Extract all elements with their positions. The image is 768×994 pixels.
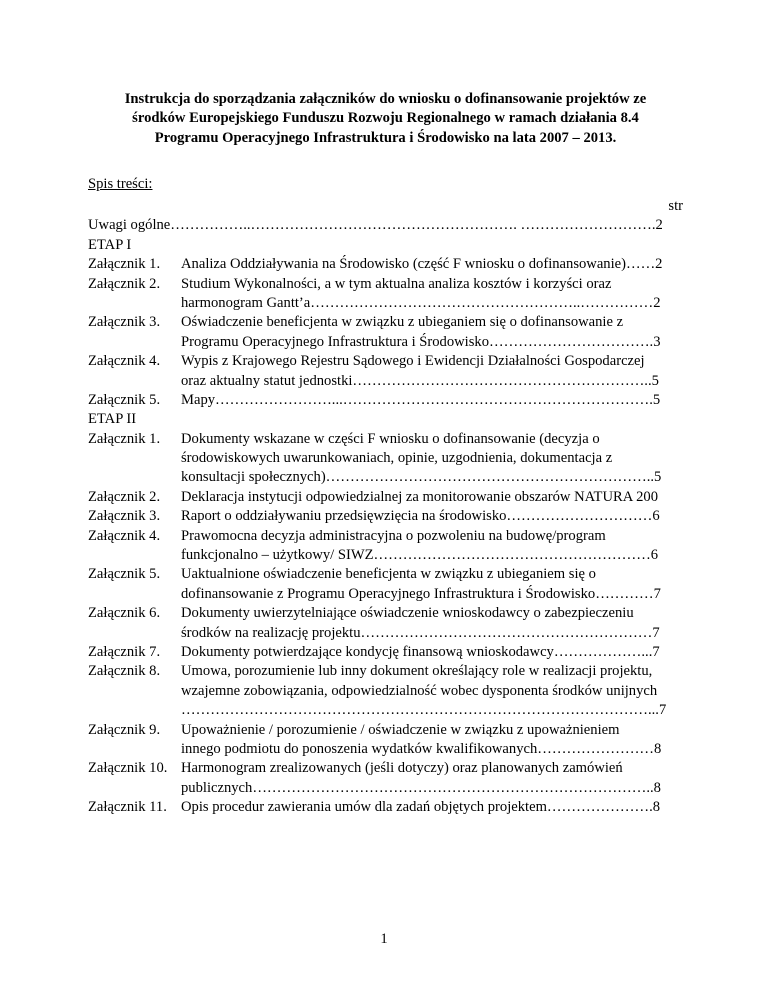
attachment-title: Harmonogram zrealizowanych (jeśli dotyczy) oraz planowanych zamówień xyxy=(181,760,623,777)
toc-entry-line xyxy=(88,779,683,798)
attachment-title: oraz aktualny statut jednostki……………………………………………………..5 xyxy=(181,372,659,389)
toc-entry-line xyxy=(88,430,683,449)
attachment-title: Programu Operacyjnego Infrastruktura i Środowisko…………………………….3 xyxy=(181,333,661,350)
toc-entry-line xyxy=(88,643,683,662)
attachment-label: Załącznik 1. xyxy=(88,430,161,447)
page-column-label: str xyxy=(668,198,683,214)
attachment-title: Umowa, porozumienie lub inny dokument określający role w realizacji projektu, xyxy=(181,663,653,680)
toc-entry-line xyxy=(88,275,683,294)
toc-heading: Spis treści: xyxy=(88,176,153,192)
attachment-title: Uaktualnione oświadczenie beneficjenta w związku z ubieganiem się o xyxy=(181,566,596,583)
attachment-label: Załącznik 4. xyxy=(88,527,161,544)
attachment-title: ……………………………………………………………………………………...7 xyxy=(181,702,667,719)
title-line-3: Programu Operacyjnego Infrastruktura i Środowisko na lata 2007 – 2013. xyxy=(154,129,617,146)
table-of-contents xyxy=(88,197,683,818)
attachment-title: Opis procedur zawierania umów dla zadań objętych projektem………………….8 xyxy=(181,799,661,816)
toc-entry-line xyxy=(88,798,683,817)
title-line-2: środków Europejskiego Funduszu Rozwoju Regionalnego w ramach działania 8.4 xyxy=(132,110,639,127)
attachment-label: Załącznik 5. xyxy=(88,391,161,408)
attachment-label: Załącznik 1. xyxy=(88,256,161,273)
attachment-title: Upoważnienie / porozumienie / oświadczenie w związku z upoważnieniem xyxy=(181,721,620,738)
toc-entry-line xyxy=(88,255,683,274)
toc-entry-line xyxy=(88,333,683,352)
attachment-title: konsultacji społecznych)…………………………………………………………..5 xyxy=(181,469,662,486)
attachment-label: Załącznik 6. xyxy=(88,605,161,622)
toc-entry-line xyxy=(88,546,683,565)
attachment-label: Załącznik 8. xyxy=(88,663,161,680)
toc-entry-uwagi: Uwagi ogólne……………..………………………………………………. ……………………….2 xyxy=(88,217,663,234)
page-number: 1 xyxy=(380,931,388,947)
attachment-title: środowiskowych uwarunkowaniach, opinie, uzgodnienia, dokumentacja z xyxy=(181,450,613,467)
toc-entry-line xyxy=(88,662,683,681)
attachment-title: Prawomocna decyzja administracyjna o pozwoleniu na budowę/program xyxy=(181,527,606,544)
toc-entry-line xyxy=(88,721,683,740)
toc-entry-line xyxy=(88,294,683,313)
attachment-title: Dokumenty uwierzytelniające oświadczenie wnioskodawcy o zabezpieczeniu xyxy=(181,605,634,622)
attachment-label: Załącznik 5. xyxy=(88,566,161,583)
toc-entry-line xyxy=(88,507,683,526)
attachment-title: Deklaracja instytucji odpowiedzialnej za monitorowanie obszarów NATURA 200 xyxy=(181,488,659,505)
attachment-title: Analiza Oddziaływania na Środowisko (część F wniosku o dofinansowanie)……2 xyxy=(181,256,663,273)
toc-entry-line xyxy=(88,701,683,720)
attachment-title: dofinansowanie z Programu Operacyjnego Infrastruktura i Środowisko…………7 xyxy=(181,585,661,602)
toc-entry-line xyxy=(88,449,683,468)
attachment-label: Załącznik 10. xyxy=(88,760,168,777)
toc-entry-line xyxy=(88,527,683,546)
toc-entry-line xyxy=(88,759,683,778)
etap-2-list xyxy=(88,430,683,818)
toc-entry-line xyxy=(88,352,683,371)
attachment-label: Załącznik 2. xyxy=(88,488,161,505)
attachment-label: Załącznik 11. xyxy=(88,799,167,816)
document-title xyxy=(88,90,683,148)
attachment-title: wzajemne zobowiązania, odpowiedzialność wobec dysponenta środków unijnych xyxy=(181,682,658,699)
attachment-label: Załącznik 7. xyxy=(88,643,161,660)
toc-entry-line xyxy=(88,372,683,391)
etap-1-list xyxy=(88,255,683,410)
toc-entry-line xyxy=(88,488,683,507)
toc-entry-line xyxy=(88,391,683,410)
attachment-title: Oświadczenie beneficjenta w związku z ubieganiem się o dofinansowanie z xyxy=(181,314,624,331)
attachment-title: publicznych………………………………………………………………………..8 xyxy=(181,779,661,796)
attachment-label: Załącznik 4. xyxy=(88,353,161,370)
section-heading-etap-2: ETAP II xyxy=(88,411,137,428)
toc-entry-line xyxy=(88,682,683,701)
attachment-label: Załącznik 3. xyxy=(88,508,161,525)
toc-entry-line xyxy=(88,585,683,604)
attachment-label: Załącznik 2. xyxy=(88,275,161,292)
attachment-title: Wypis z Krajowego Rejestru Sądowego i Ewidencji Działalności Gospodarczej xyxy=(181,353,645,370)
attachment-title: Mapy……………………...……………………………………………………….5 xyxy=(181,391,661,408)
toc-entry-line xyxy=(88,740,683,759)
attachment-title: Studium Wykonalności, a w tym aktualna analiza kosztów i korzyści oraz xyxy=(181,275,612,292)
toc-entry-line xyxy=(88,604,683,623)
attachment-title: Raport o oddziaływaniu przedsięwzięcia na środowisko…………………………6 xyxy=(181,508,660,525)
toc-entry-line xyxy=(88,624,683,643)
attachment-title: funkcjonalno – użytkowy/ SIWZ…………………………………………………6 xyxy=(181,547,659,564)
attachment-title: harmonogram Gantt’a………………………………………………..……………2 xyxy=(181,294,661,311)
attachment-title: środków na realizację projektu……………………………………………………7 xyxy=(181,624,660,641)
attachment-title: Dokumenty wskazane w części F wniosku o dofinansowanie (decyzja o xyxy=(181,430,600,447)
toc-entry-line xyxy=(88,313,683,332)
toc-entry-line xyxy=(88,468,683,487)
attachment-label: Załącznik 3. xyxy=(88,314,161,331)
section-heading-etap-1: ETAP I xyxy=(88,236,132,253)
attachment-label: Załącznik 9. xyxy=(88,721,161,738)
attachment-title: innego podmiotu do ponoszenia wydatków kwalifikowanych……………………8 xyxy=(181,740,662,757)
attachment-title: Dokumenty potwierdzające kondycję finansową wnioskodawcy………………...7 xyxy=(181,643,660,660)
title-line-1: Instrukcja do sporządzania załączników do wniosku o dofinansowanie projektów ze xyxy=(124,91,647,107)
toc-entry-line xyxy=(88,565,683,584)
